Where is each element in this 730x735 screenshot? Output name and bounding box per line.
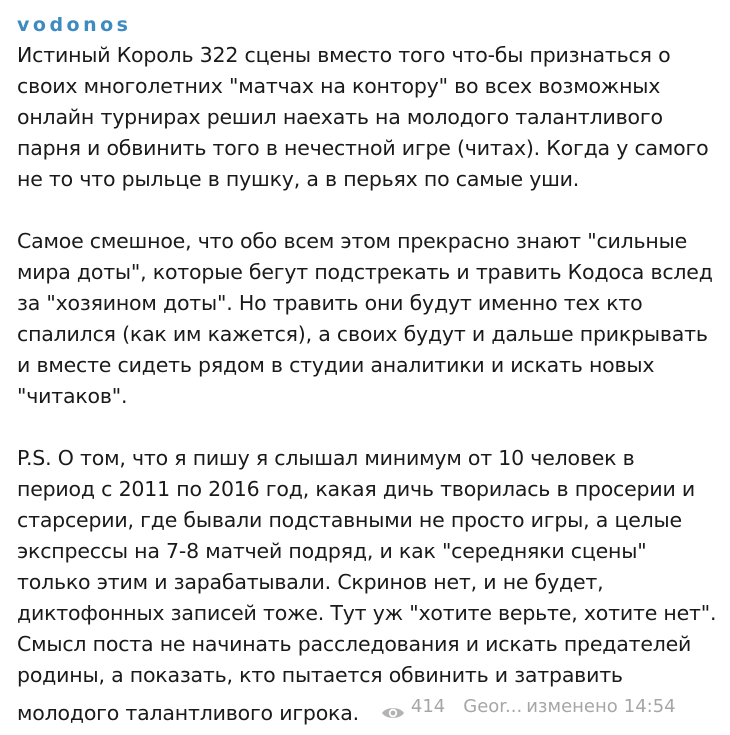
eye-icon <box>381 700 405 716</box>
post-text-line: экспрессы на 7-8 матчей подряд, и как "середняки сцены" <box>17 539 647 563</box>
post-paragraph-1 <box>17 40 716 195</box>
post-paragraph-3 <box>17 443 716 729</box>
paragraph-gap <box>17 195 716 226</box>
post-text-line: и вместе сидеть рядом в студии аналитики и искать новых <box>17 353 655 377</box>
post-text-line: только этим и зарабатывали. Скринов нет, и не будет, <box>17 570 604 594</box>
author-signature: Geor... <box>463 696 523 717</box>
edited-label: изменено <box>526 696 618 717</box>
view-count: 414 <box>410 696 446 717</box>
post-paragraph-2 <box>17 226 716 412</box>
post-text-line: "читаков". <box>17 384 128 408</box>
post-time: 14:54 <box>623 696 676 717</box>
post-author[interactable]: vodonos <box>17 14 132 36</box>
post-text-line: Самое смешное, что обо всем этом прекрасно знают "сильные <box>17 229 688 253</box>
post-text-line: спалился (как им кажется), а своих будут и дальше прикрывать <box>17 322 708 346</box>
post-text-line: своих многолетних "матчах на контору" во всех возможных <box>17 74 661 98</box>
post-text-line: парня и обвинить того в нечестной игре (читах). Когда у самого <box>17 136 709 160</box>
post-text-line: молодого талантливого игрока. <box>17 700 359 725</box>
post-text-line: родины, а показать, кто пытается обвинить и затравить <box>17 663 623 687</box>
post-text-line: Смысл поста не начинать расследования и искать предателей <box>17 632 692 656</box>
post-text-line: старсерии, где бывали подставными не просто игры, а целые <box>17 508 682 532</box>
post-text-line: Истиный Король 322 сцены вместо того что-бы признаться о <box>17 43 671 67</box>
post-text-line: диктофонных записей тоже. Тут уж "хотите верьте, хотите нет". <box>17 601 717 625</box>
post-meta <box>381 691 676 722</box>
paragraph-gap <box>17 412 716 443</box>
post-text-line: за "хозяином доты". Но травить они будут именно тех кто <box>17 291 643 315</box>
post-text-line: онлайн турнирах решил наехать на молодого талантливого <box>17 105 663 129</box>
post-last-line-row <box>17 691 716 729</box>
post-text-line: период с 2011 по 2016 год, какая дичь творилась в просерии и <box>17 477 696 501</box>
post-text-line: не то что рыльце в пушку, а в перьях по самые уши. <box>17 167 580 191</box>
post-text-line: мира доты", которые бегут подстрекать и травить Кодоса вслед <box>17 260 713 284</box>
post-text-line: P.S. О том, что я пишу я слышал минимум от 10 человек в <box>17 446 635 470</box>
